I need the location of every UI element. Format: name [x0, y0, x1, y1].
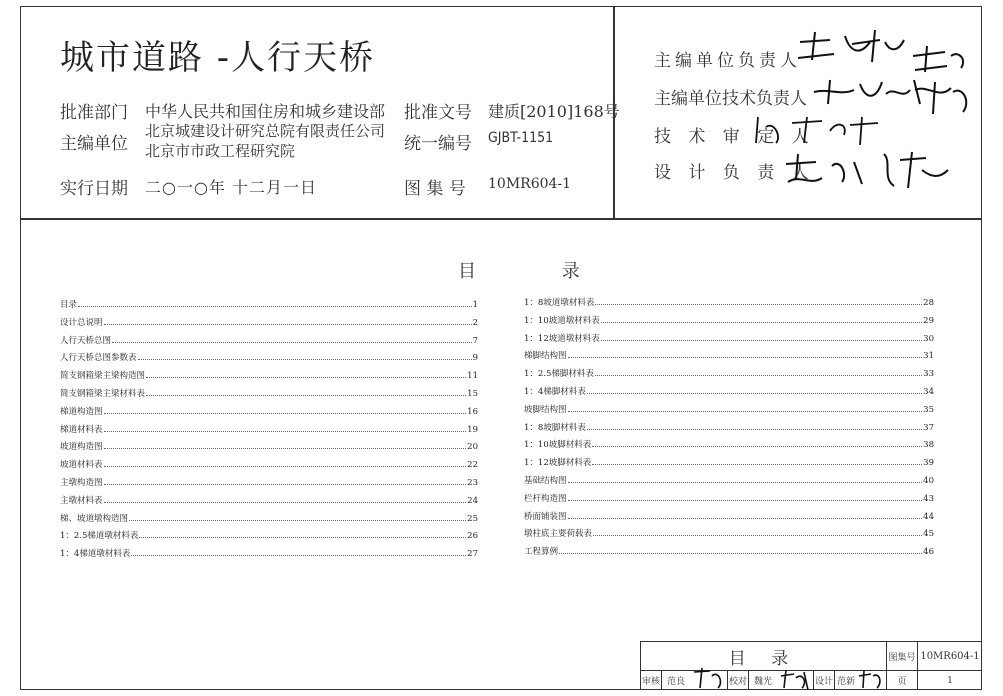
signature-1	[790, 22, 910, 67]
toc-entry-title: 简支钢箱梁主梁材料表	[60, 389, 146, 399]
toc-entry-page: 40	[923, 476, 934, 486]
atlas-no-value: 10MR604-1	[488, 176, 572, 192]
toc-leader-dots	[568, 357, 923, 358]
toc-leader-dots	[104, 431, 467, 432]
toc-entry	[524, 296, 934, 308]
title-block-page-label: 页	[897, 677, 907, 687]
design-leader-label: 设 计 负 责 人	[654, 163, 815, 183]
title-block-atlas-value: 10MR604-1	[920, 650, 980, 662]
toc-entry-title: 梯道构造图	[60, 406, 103, 417]
toc-entry	[60, 458, 478, 470]
approval-doc-label: 批准文号	[404, 103, 472, 123]
toc-entry-page: 19	[467, 424, 478, 435]
toc-leader-dots	[146, 395, 466, 396]
toc-entry-page: 27	[467, 549, 478, 560]
toc-entry-title: 1：8坡道墩材料表	[524, 298, 595, 308]
toc-leader-dots	[593, 535, 922, 536]
toc-entry	[60, 298, 478, 310]
signature-4	[782, 148, 952, 193]
toc-entry	[524, 545, 934, 557]
toc-leader-dots	[104, 466, 467, 467]
toc-entry	[524, 438, 934, 450]
technical-approver-label: 技 术 审 定 人	[654, 127, 815, 147]
toc-leader-dots	[104, 502, 467, 503]
toc-entry-page: 35	[923, 404, 934, 415]
toc-entry	[524, 314, 934, 326]
toc-entry-page: 1	[472, 300, 478, 310]
toc-leader-dots	[568, 500, 923, 501]
toc-entry-title: 1：10坡脚材料表	[524, 440, 592, 451]
toc-leader-dots	[559, 553, 922, 554]
signature-3	[752, 113, 892, 148]
signature-2b	[905, 42, 980, 122]
toc-entry-page: 11	[467, 371, 478, 382]
toc-entry-page: 23	[467, 478, 478, 488]
toc-entry	[524, 349, 934, 361]
toc-entry	[60, 529, 478, 541]
toc-entry-page: 39	[923, 458, 934, 469]
unified-no-value: GJBT-1151	[488, 130, 554, 146]
toc-entry-page: 29	[923, 315, 934, 326]
chief-unit-tech-leader-label: 主编单位技术负责人	[654, 89, 807, 109]
checker-signature	[778, 668, 812, 692]
toc-entry	[524, 385, 934, 397]
toc-entry-page: 46	[923, 547, 934, 558]
toc-entry	[524, 510, 934, 522]
toc-entry-title: 坡道材料表	[60, 460, 103, 471]
toc-entry-page: 43	[923, 493, 934, 504]
toc-heading: 目 录	[458, 261, 620, 282]
toc-entry-page: 45	[923, 529, 934, 540]
reviewer-signature	[690, 666, 726, 692]
approval-doc-value: 建质[2010]168号	[488, 102, 620, 121]
toc-entry	[524, 421, 934, 433]
toc-entry-page: 25	[467, 513, 478, 524]
effective-date-label: 实行日期	[60, 179, 128, 199]
title-block-design-label: 设计	[814, 677, 833, 687]
toc-entry-page: 7	[472, 335, 478, 346]
title-block-check-label: 校对	[728, 677, 747, 687]
title-block-atlas-label: 图集号	[888, 652, 916, 663]
toc-entry-title: 1：12坡道墩材料表	[524, 333, 600, 344]
toc-leader-dots	[129, 520, 466, 521]
toc-leader-dots	[112, 342, 472, 343]
toc-entry-title: 桥面铺装图	[524, 511, 567, 522]
toc-entry	[60, 423, 478, 435]
toc-entry-page: 2	[472, 317, 478, 328]
unified-no-label: 统一编号	[404, 134, 472, 154]
toc-entry	[524, 332, 934, 344]
toc-entry	[60, 476, 478, 488]
toc-entry-page: 34	[923, 387, 934, 397]
title-block-page-value: 1	[947, 675, 953, 686]
toc-entry	[60, 387, 478, 399]
toc-leader-dots	[104, 448, 467, 449]
toc-entry	[60, 405, 478, 417]
toc-entry-title: 1：2.5梯脚材料表	[524, 369, 594, 380]
toc-entry-title: 目录	[60, 300, 78, 310]
toc-entry-title: 设计总说明	[60, 317, 103, 328]
chief-unit-leader-label: 主编单位负责人	[654, 51, 801, 71]
toc-entry-title: 1：8坡脚材料表	[524, 422, 586, 433]
toc-entry-title: 坡脚结构图	[524, 404, 567, 415]
toc-leader-dots	[592, 446, 922, 447]
toc-entry	[524, 367, 934, 379]
toc-entry-page: 37	[923, 422, 934, 433]
atlas-no-label: 图 集 号	[404, 179, 466, 199]
toc-entry	[60, 316, 478, 328]
toc-entry-page: 38	[923, 440, 934, 451]
atlas-title: 城市道路 -人行天桥	[60, 38, 376, 78]
toc-leader-dots	[568, 518, 923, 519]
toc-entry-title: 人行天桥总图	[60, 335, 112, 346]
toc-entry	[60, 512, 478, 524]
toc-entry-title: 1：2.5梯道墩材料表	[60, 531, 139, 542]
toc-leader-dots	[601, 322, 922, 323]
toc-leader-dots	[592, 464, 922, 465]
toc-entry-page: 44	[923, 511, 934, 522]
toc-leader-dots	[104, 484, 467, 485]
toc-right-column	[524, 296, 934, 566]
toc-entry	[60, 369, 478, 381]
title-block-checker: 魏光	[753, 677, 772, 687]
toc-entry	[60, 547, 478, 559]
toc-leader-dots	[131, 555, 466, 556]
toc-leader-dots	[78, 306, 472, 307]
toc-entry-title: 墩柱底主要荷载表	[524, 529, 593, 540]
toc-entry-title: 主墩构造图	[60, 478, 103, 488]
toc-leader-dots	[587, 429, 922, 430]
chief-unit-value-1: 北京城建设计研究总院有限责任公司	[145, 122, 386, 140]
toc-entry-title: 梯脚结构图	[524, 351, 567, 362]
header-divider	[20, 218, 982, 220]
toc-entry-page: 33	[923, 369, 934, 380]
toc-entry-title: 基础结构图	[524, 476, 567, 486]
toc-leader-dots	[104, 413, 467, 414]
toc-entry	[524, 474, 934, 486]
title-block-designer: 范新	[836, 677, 855, 687]
toc-leader-dots	[595, 375, 922, 376]
toc-leader-dots	[568, 411, 923, 412]
toc-leader-dots	[587, 393, 922, 394]
title-block-review-label: 审核	[641, 677, 660, 687]
approval-dept-label: 批准部门	[60, 103, 128, 123]
toc-entry	[60, 334, 478, 346]
effective-date-value: 二○一○年 十二月一日	[145, 178, 318, 197]
toc-entry	[60, 351, 478, 363]
toc-entry-page: 28	[923, 298, 934, 308]
title-block-reviewer: 范良	[666, 677, 685, 687]
toc-entry-title: 坡道构造图	[60, 442, 103, 453]
toc-entry-page: 22	[467, 460, 478, 471]
toc-entry-page: 15	[467, 389, 478, 399]
toc-entry-title: 梯道材料表	[60, 424, 103, 435]
toc-entry-title: 简支钢箱梁主梁构造图	[60, 371, 146, 382]
toc-entry-title: 人行天桥总图参数表	[60, 353, 137, 364]
toc-leader-dots	[601, 340, 922, 341]
toc-entry-title: 1：12坡脚材料表	[524, 458, 592, 469]
toc-leader-dots	[595, 304, 922, 305]
toc-entry	[524, 456, 934, 468]
designer-signature	[857, 668, 885, 692]
toc-entry-page: 20	[467, 442, 478, 453]
toc-entry-page: 31	[923, 351, 934, 362]
toc-leader-dots	[568, 482, 923, 483]
toc-left-column	[60, 298, 478, 568]
toc-entry	[60, 494, 478, 506]
toc-entry	[524, 403, 934, 415]
toc-leader-dots	[104, 324, 472, 325]
title-block-name: 目 录	[728, 648, 799, 669]
toc-entry-page: 30	[923, 333, 934, 344]
chief-unit-value-2: 北京市市政工程研究院	[145, 142, 296, 160]
toc-entry	[524, 527, 934, 539]
toc-entry-page: 26	[467, 531, 478, 542]
toc-leader-dots	[146, 377, 466, 378]
toc-entry	[524, 492, 934, 504]
toc-entry-title: 工程算例	[524, 547, 559, 558]
toc-entry-page: 24	[467, 495, 478, 506]
toc-entry-title: 梯、坡道墩构造图	[60, 513, 129, 524]
toc-entry	[60, 440, 478, 452]
toc-entry-title: 主墩材料表	[60, 495, 103, 506]
toc-entry-title: 1：10坡道墩材料表	[524, 315, 600, 326]
toc-entry-title: 1：4梯道墩材料表	[60, 549, 131, 560]
toc-entry-title: 栏杆构造图	[524, 493, 567, 504]
toc-entry-title: 1：4梯脚材料表	[524, 387, 586, 397]
toc-entry-page: 9	[472, 353, 478, 364]
toc-entry-page: 16	[467, 406, 478, 417]
toc-leader-dots	[139, 537, 466, 538]
toc-leader-dots	[138, 359, 472, 360]
approval-dept-value: 中华人民共和国住房和城乡建设部	[145, 102, 386, 121]
chief-unit-label: 主编单位	[60, 134, 128, 154]
